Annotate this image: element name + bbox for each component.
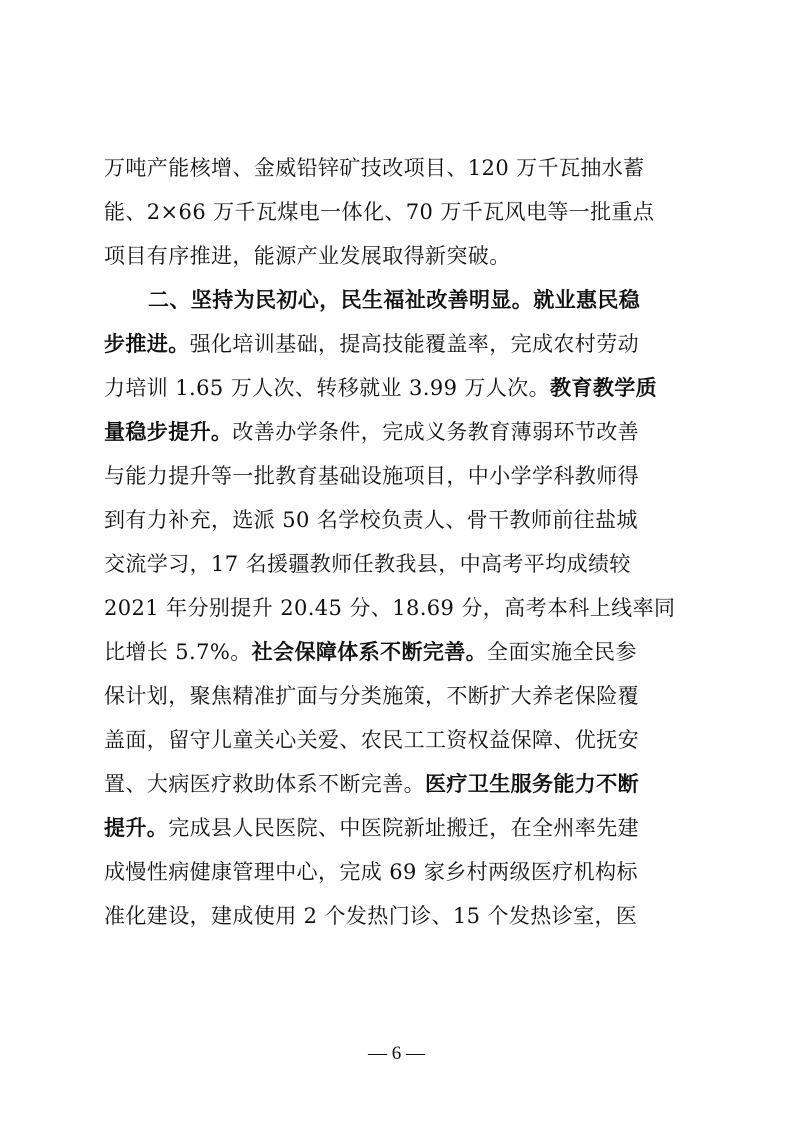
text-line [104,850,692,894]
body-text-segment: 保计划，聚焦精准扩面与分类施策，不断扩大养老保险覆 [104,684,639,708]
text-line [104,234,692,278]
text-line [104,762,692,806]
body-text [104,146,692,938]
body-text-segment: 能、2×66 万千瓦煤电一体化、70 万千瓦风电等一批重点 [104,200,655,224]
body-text-segment: 准化建设，建成使用 2 个发热门诊、15 个发热诊室，医 [104,904,638,928]
body-text-segment: 改善办学条件，完成义务教育薄弱环节改善 [232,420,640,444]
bold-heading-text: 二、坚持为民初心，民生福祉改善明显。就业惠民稳 [148,287,641,312]
text-line [104,190,692,234]
body-text-segment: 置、大病医疗救助体系不断完善。 [104,772,425,796]
body-text-segment: 比增长 5.7%。 [104,640,252,664]
bold-heading-text: 量稳步提升。 [104,419,233,444]
body-text-segment: 完成县人民医院、中医院新址搬迁，在全州率先建 [168,816,640,840]
bold-heading-text: 教育教学质 [550,375,658,400]
body-text-segment: 到有力补充，选派 50 名学校负责人、骨干教师前往盐城 [104,508,638,532]
bold-heading-text: 步推进。 [104,331,190,356]
body-text-segment: 万吨产能核增、金威铅锌矿技改项目、120 万千瓦抽水蓄 [104,156,645,180]
text-line [104,718,692,762]
text-line [104,454,692,498]
text-line [104,806,692,850]
text-line [104,322,692,366]
body-text-segment: 盖面，留守儿童关心关爱、农民工工资权益保障、优抚安 [104,728,639,752]
body-text-segment: 强化培训基础，提高技能覆盖率，完成农村劳动 [189,332,640,356]
text-line [104,630,692,674]
bold-heading-text: 医疗卫生服务能力不断 [425,771,639,796]
body-text-segment: 交流学习，17 名援疆教师任教我县，中高考平均成绩较 [104,552,631,576]
text-line [104,894,692,938]
text-line [104,366,692,410]
body-text-segment: 力培训 1.65 万人次、转移就业 3.99 万人次。 [104,376,551,400]
body-text-segment: 与能力提升等一批教育基础设施项目，中小学学科教师得 [104,464,639,488]
text-line [104,146,692,190]
text-line [104,542,692,586]
body-text-segment: 项目有序推进，能源产业发展取得新突破。 [104,244,511,268]
body-text-segment: 2021 年分别提升 20.45 分、18.69 分，高考本科上线率同 [104,596,676,620]
text-line [104,586,692,630]
text-line [104,278,692,322]
body-text-segment: 成慢性病健康管理中心，完成 69 家乡村两级医疗机构标 [104,860,638,884]
body-text-segment: 全面实施全民参 [487,640,637,664]
text-line [104,410,692,454]
bold-heading-text: 提升。 [104,815,169,840]
text-line [104,674,692,718]
bold-heading-text: 社会保障体系不断完善。 [251,639,488,664]
page-number: — 6 — [368,1043,425,1064]
text-line [104,498,692,542]
